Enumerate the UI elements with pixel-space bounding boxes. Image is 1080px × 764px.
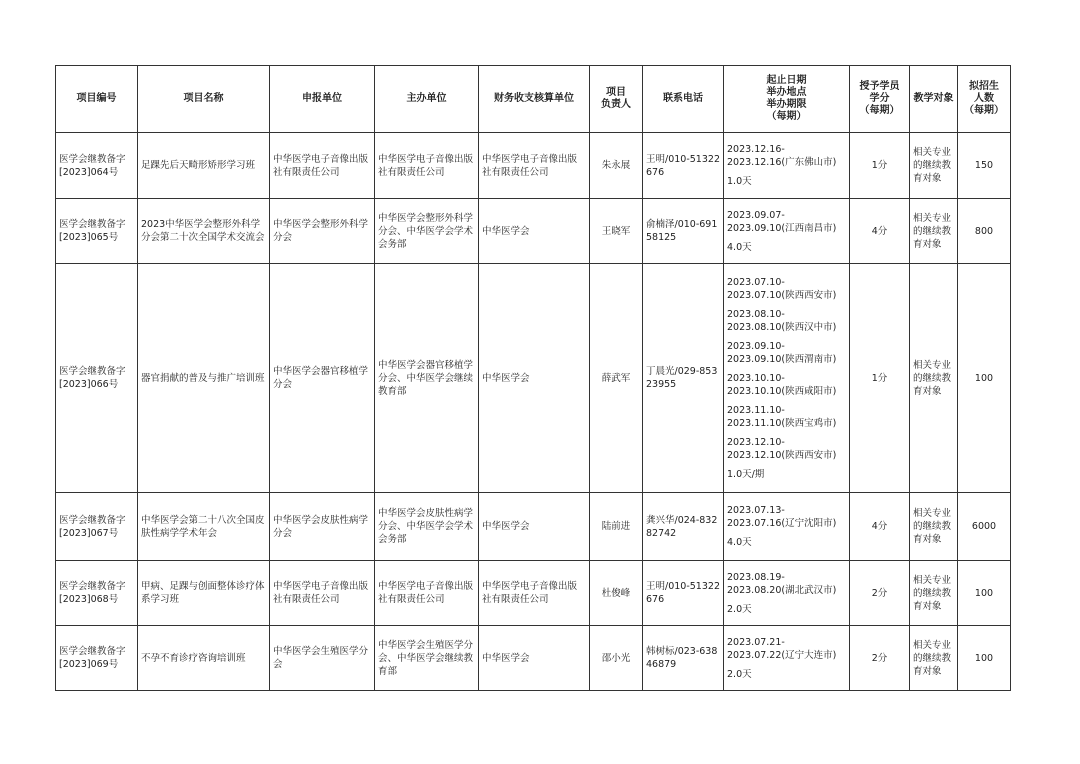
header-enroll-line: 拟招生 [969, 81, 999, 92]
target-cell: 相关专业的继续教育对象 [910, 561, 958, 626]
header-dates-line: （每期） [766, 111, 807, 122]
header-credit-line: （每期） [859, 105, 900, 116]
header-credit [850, 66, 910, 133]
phone-cell: 王明/010-51322676 [643, 133, 724, 199]
target-cell: 相关专业的继续教育对象 [910, 264, 958, 493]
dates-cell [724, 264, 850, 493]
applicant-cell: 中华医学电子音像出版社有限责任公司 [270, 133, 375, 199]
project-name-cell: 中华医学会第二十八次全国皮肤性病学学术年会 [138, 493, 270, 561]
duration: 1.0天 [727, 176, 752, 187]
finance-cell: 中华医学会 [479, 626, 590, 691]
header-organizer: 主办单位 [375, 66, 479, 133]
header-phone: 联系电话 [643, 66, 724, 133]
document-sheet [55, 65, 1011, 691]
leader-cell: 朱永展 [590, 133, 643, 199]
header-credit-line: 学分 [869, 93, 890, 104]
date-range [727, 372, 846, 398]
credit-cell: 4分 [850, 493, 910, 561]
table-row [56, 264, 1011, 493]
date-end-location: 2023.08.20(湖北武汉市) [727, 584, 837, 596]
date-start: 2023.08.10- [727, 308, 785, 320]
table-row [56, 626, 1011, 691]
header-applicant: 申报单位 [270, 66, 375, 133]
date-start: 2023.07.13- [727, 505, 785, 516]
duration: 4.0天 [727, 241, 752, 253]
dates-cell [724, 493, 850, 561]
target-cell: 相关专业的继续教育对象 [910, 133, 958, 199]
date-end-location: 2023.09.10(陕西渭南市) [727, 353, 837, 365]
organizer-cell: 中华医学会器官移植学分会、中华医学会继续教育部 [375, 264, 479, 493]
date-start: 2023.10.10- [727, 372, 785, 384]
credit-cell: 2分 [850, 626, 910, 691]
enroll-cell: 100 [958, 626, 1011, 691]
date-range [727, 504, 846, 530]
applicant-cell: 中华医学会器官移植学分会 [270, 264, 375, 493]
date-start: 2023.07.21- [727, 636, 785, 648]
table-row [56, 133, 1011, 199]
header-name: 项目名称 [138, 66, 270, 133]
header-leader-line: 负责人 [601, 99, 631, 110]
date-end-location: 2023.10.10(陕西咸阳市) [727, 385, 837, 397]
header-target: 教学对象 [910, 66, 958, 133]
enroll-cell: 6000 [958, 493, 1011, 561]
enroll-cell: 800 [958, 199, 1011, 264]
project-name-cell: 2023中华医学会整形外科学分会第二十次全国学术交流会 [138, 199, 270, 264]
finance-cell: 中华医学会 [479, 264, 590, 493]
leader-cell: 陆前进 [590, 493, 643, 561]
credit-cell: 1分 [850, 133, 910, 199]
table-row [56, 493, 1011, 561]
applicant-cell: 中华医学会生殖医学分会 [270, 626, 375, 691]
applicant-cell: 中华医学会皮肤性病学分会 [270, 493, 375, 561]
credit-cell: 1分 [850, 264, 910, 493]
date-start: 2023.12.16- [727, 144, 785, 155]
organizer-cell: 中华医学会生殖医学分会、中华医学会继续教育部 [375, 626, 479, 691]
project-code-cell: 医学会继教备字[2023]064号 [56, 133, 138, 199]
phone-cell: 丁晨光/029-85323955 [643, 264, 724, 493]
phone-cell: 王明/010-51322676 [643, 561, 724, 626]
organizer-cell: 中华医学电子音像出版社有限责任公司 [375, 133, 479, 199]
date-end-location: 2023.09.10(江西南昌市) [727, 222, 837, 234]
project-name-cell: 不孕不育诊疗咨询培训班 [138, 626, 270, 691]
phone-cell: 龚兴华/024-83282742 [643, 493, 724, 561]
dates-cell [724, 199, 850, 264]
header-dates [724, 66, 850, 133]
date-range [727, 308, 846, 334]
header-dates-line: 起止日期 [766, 75, 807, 86]
credit-cell: 4分 [850, 199, 910, 264]
target-cell: 相关专业的继续教育对象 [910, 626, 958, 691]
date-end-location: 2023.07.10(陕西西安市) [727, 289, 837, 301]
organizer-cell: 中华医学会整形外科学分会、中华医学会学术会务部 [375, 199, 479, 264]
finance-cell: 中华医学电子音像出版社有限责任公司 [479, 561, 590, 626]
enroll-cell: 100 [958, 264, 1011, 493]
date-range [727, 340, 846, 366]
leader-cell: 王晓军 [590, 199, 643, 264]
organizer-cell: 中华医学会皮肤性病学分会、中华医学会学术会务部 [375, 493, 479, 561]
phone-cell: 俞楠泽/010-69158125 [643, 199, 724, 264]
date-start: 2023.11.10- [727, 404, 785, 416]
leader-cell: 邵小光 [590, 626, 643, 691]
finance-cell: 中华医学电子音像出版社有限责任公司 [479, 133, 590, 199]
header-code: 项目编号 [56, 66, 138, 133]
date-start: 2023.07.10- [727, 276, 785, 288]
project-code-cell: 医学会继教备字[2023]067号 [56, 493, 138, 561]
dates-cell [724, 626, 850, 691]
project-code-cell: 医学会继教备字[2023]066号 [56, 264, 138, 493]
project-name-cell: 器官捐献的普及与推广培训班 [138, 264, 270, 493]
date-end-location: 2023.07.16(辽宁沈阳市) [727, 518, 837, 529]
applicant-cell: 中华医学电子音像出版社有限责任公司 [270, 561, 375, 626]
duration: 2.0天 [727, 668, 752, 680]
date-range [727, 143, 846, 169]
duration: 2.0天 [727, 603, 752, 615]
enroll-cell: 150 [958, 133, 1011, 199]
project-code-cell: 医学会继教备字[2023]068号 [56, 561, 138, 626]
date-start: 2023.09.07- [727, 209, 785, 221]
finance-cell: 中华医学会 [479, 199, 590, 264]
organizer-cell: 中华医学电子音像出版社有限责任公司 [375, 561, 479, 626]
project-name-cell: 甲病、足踝与创面整体诊疗体系学习班 [138, 561, 270, 626]
project-table [55, 65, 1011, 691]
credit-cell: 2分 [850, 561, 910, 626]
target-cell: 相关专业的继续教育对象 [910, 493, 958, 561]
date-end-location: 2023.11.10(陕西宝鸡市) [727, 417, 837, 429]
project-code-cell: 医学会继教备字[2023]069号 [56, 626, 138, 691]
date-end-location: 2023.08.10(陕西汉中市) [727, 321, 837, 333]
header-dates-line: 举办期限 [766, 99, 807, 110]
duration: 4.0天 [727, 537, 752, 548]
table-row [56, 561, 1011, 626]
enroll-cell: 100 [958, 561, 1011, 626]
header-enroll-line: （每期） [964, 105, 1004, 116]
date-range [727, 571, 846, 597]
header-dates-line: 举办地点 [766, 87, 807, 98]
date-range [727, 276, 846, 302]
date-range [727, 436, 846, 462]
header-enroll [958, 66, 1011, 133]
table-row [56, 199, 1011, 264]
dates-cell [724, 561, 850, 626]
header-finance: 财务收支核算单位 [479, 66, 590, 133]
header-credit-line: 授予学员 [859, 81, 900, 92]
date-range [727, 636, 846, 662]
table-body [56, 133, 1011, 691]
applicant-cell: 中华医学会整形外科学分会 [270, 199, 375, 264]
project-name-cell: 足踝先后天畸形矫形学习班 [138, 133, 270, 199]
date-range [727, 404, 846, 430]
leader-cell: 杜俊峰 [590, 561, 643, 626]
header-leader-line: 项目 [606, 87, 626, 98]
phone-cell: 韩树标/023-63846879 [643, 626, 724, 691]
date-end-location: 2023.12.10(陕西西安市) [727, 449, 837, 461]
dates-cell [724, 133, 850, 199]
date-end-location: 2023.07.22(辽宁大连市) [727, 649, 837, 661]
date-range [727, 209, 846, 235]
target-cell: 相关专业的继续教育对象 [910, 199, 958, 264]
duration: 1.0天/期 [727, 468, 765, 480]
date-start: 2023.08.19- [727, 571, 785, 583]
date-end-location: 2023.12.16(广东佛山市) [727, 157, 837, 168]
date-start: 2023.12.10- [727, 436, 785, 448]
project-code-cell: 医学会继教备字[2023]065号 [56, 199, 138, 264]
header-enroll-line: 人数 [974, 93, 994, 104]
finance-cell: 中华医学会 [479, 493, 590, 561]
leader-cell: 薛武军 [590, 264, 643, 493]
header-leader [590, 66, 643, 133]
header-row [56, 66, 1011, 133]
date-start: 2023.09.10- [727, 340, 785, 352]
